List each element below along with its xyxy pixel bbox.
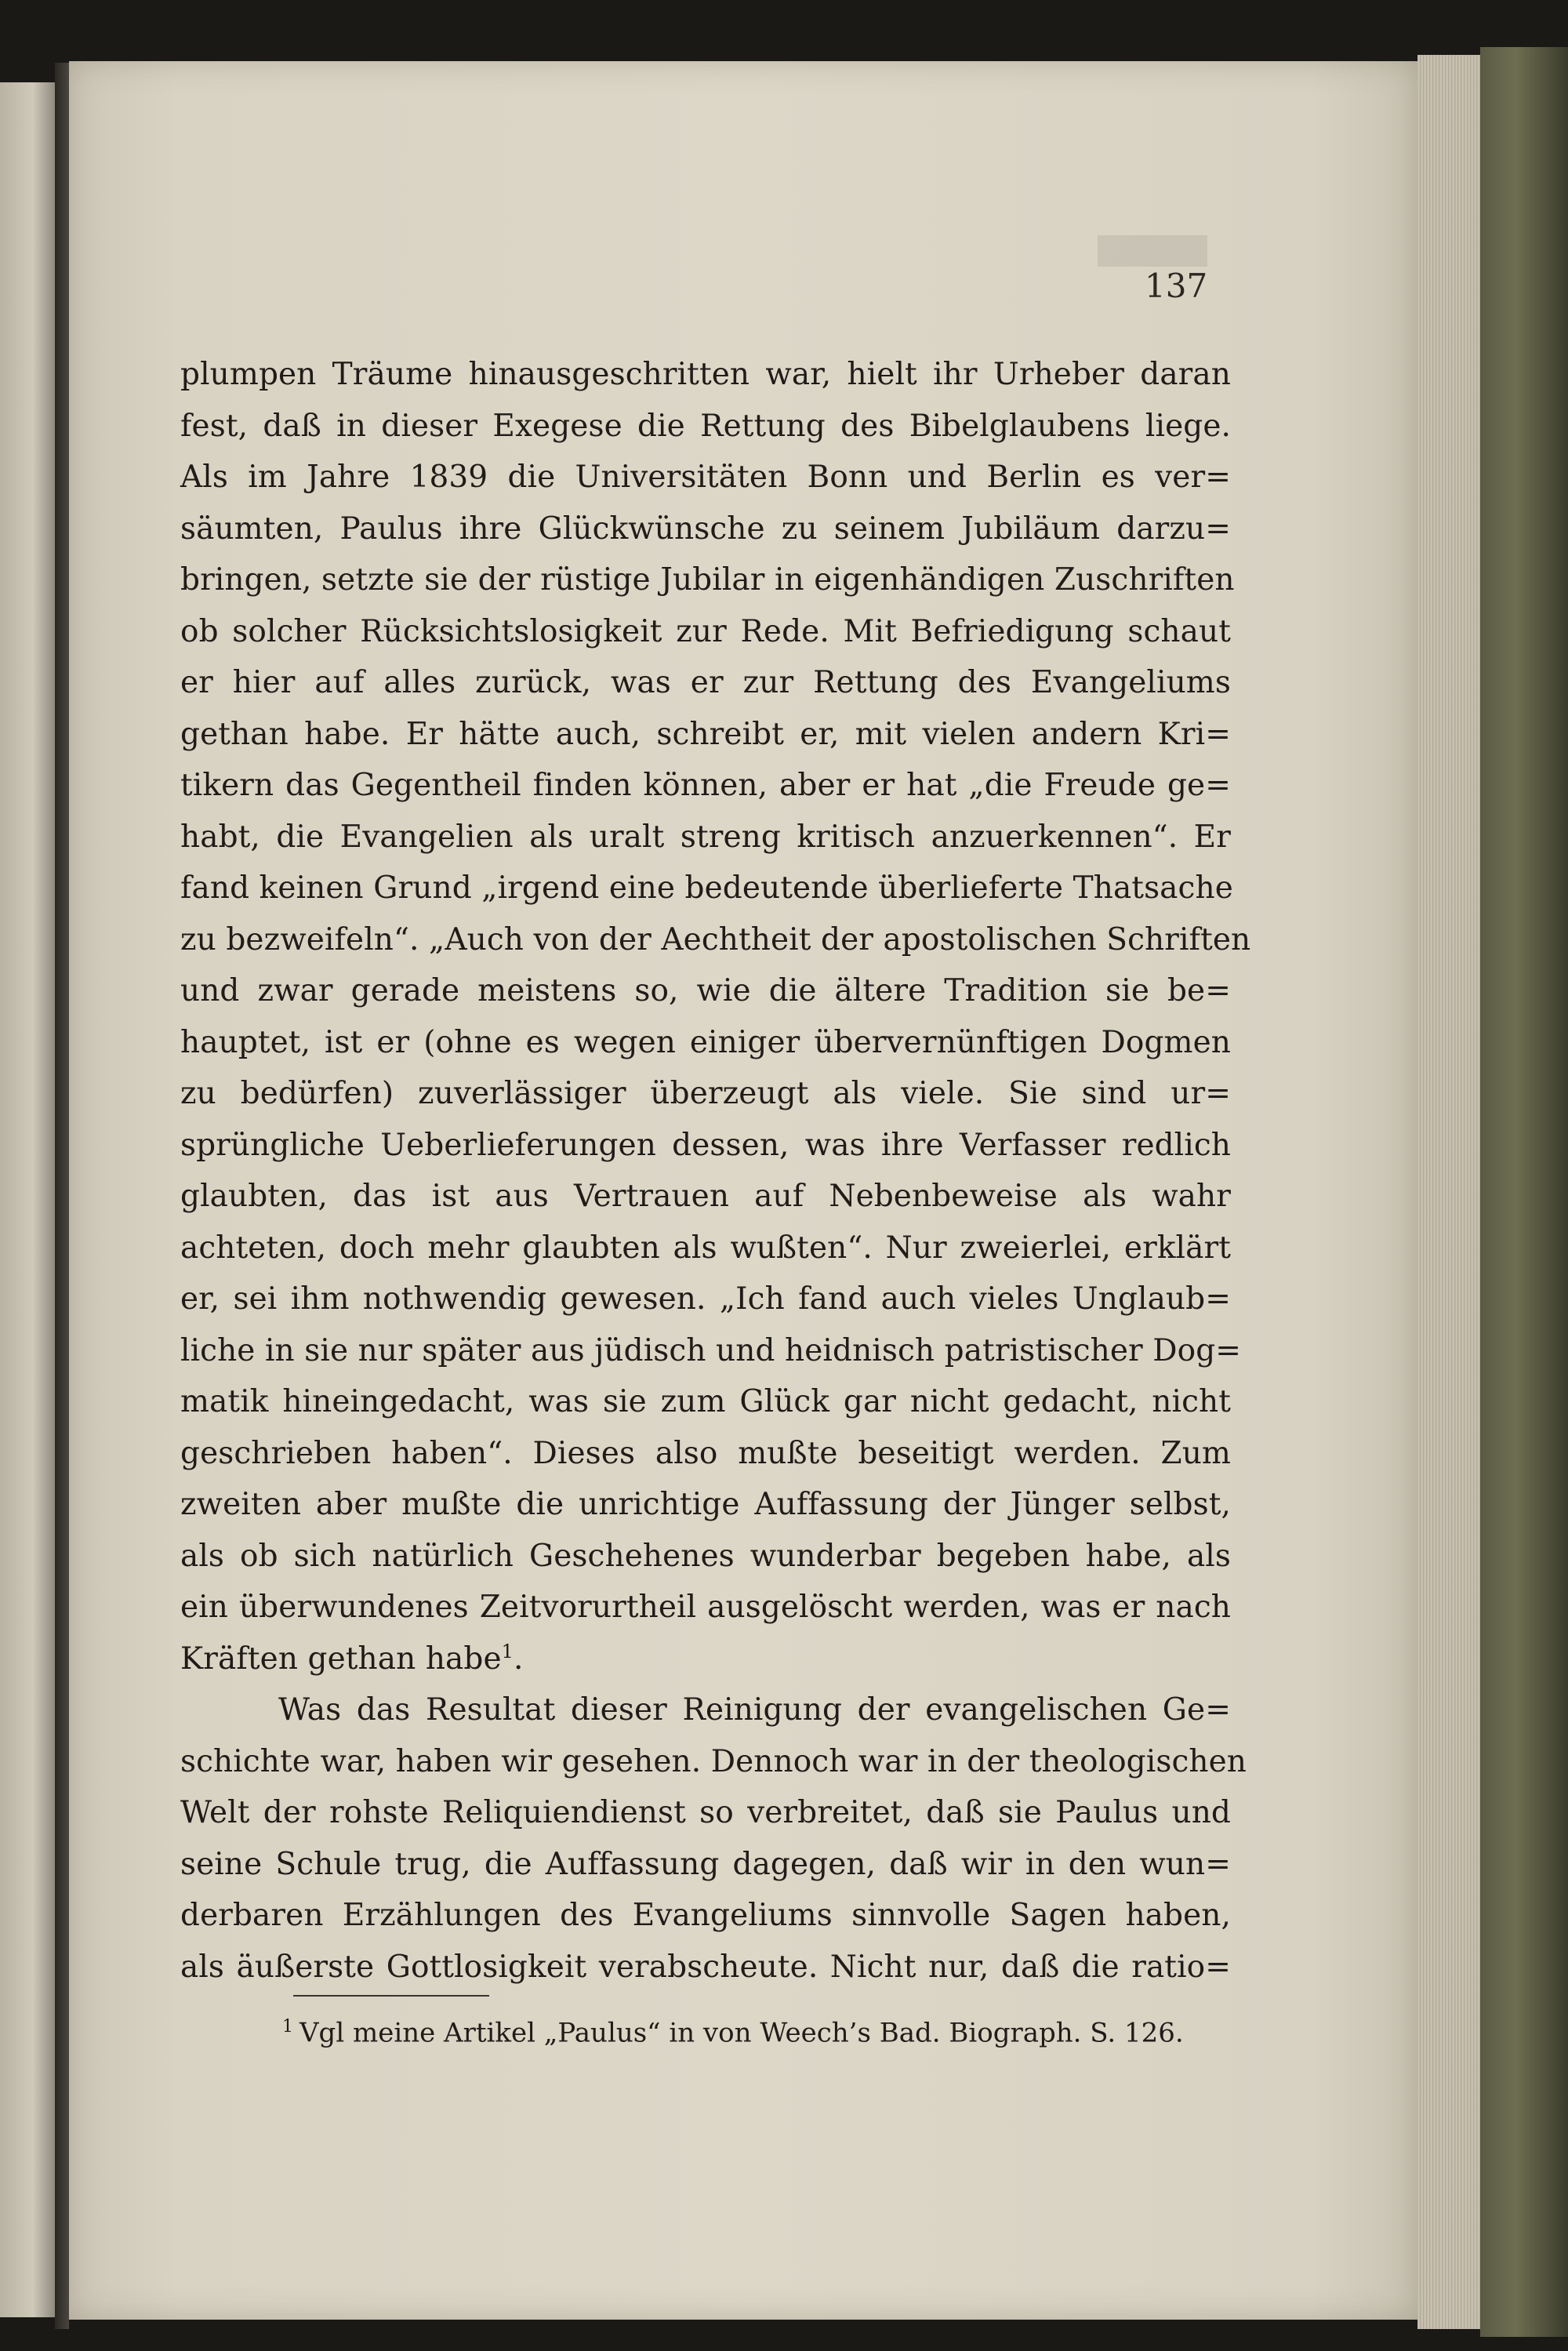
paragraph-line: seine Schule trug, die Auffassung dagegen, daß wir in den wun= [180,1846,1231,1882]
text-line: sprüngliche Ueberlieferungen dessen, was ihre Verfasser redlich [180,1127,1231,1163]
text-line: Als im Jahre 1839 die Universitäten Bonn und Berlin es ver= [180,460,1231,495]
paragraph-line: als äußerste Gottlosigkeit verabscheute. Nicht nur, daß die ratio= [180,1949,1231,1985]
text-line: er, sei ihm nothwendig gewesen. „Ich fand auch vieles Unglaub= [180,1281,1231,1317]
page-number: 137 [1145,267,1208,305]
text-line: bringen, setzte sie der rüstige Jubilar in eigenhändigen Zuschriften [180,562,1235,598]
paragraph-line: derbaren Erzählungen des Evangeliums sinnvolle Sagen haben, [180,1898,1231,1933]
body-text [180,349,1251,1993]
text-line: säumten, Paulus ihre Glückwünsche zu seinem Jubiläum darzu= [180,511,1231,547]
text-line: zweiten aber mußte die unrichtige Auffassung der Jünger selbst, [180,1487,1231,1522]
text-line-content: Kräften gethan habe [180,1641,502,1677]
text-line: ein überwundenes Zeitvorurtheil ausgelöscht werden, was er nach [180,1590,1231,1625]
book-cover [1480,47,1568,2337]
text-line: geschrieben haben“. Dieses also mußte beseitigt werden. Zum [180,1435,1231,1471]
text-line: ob solcher Rücksichtslosigkeit zur Rede. Mit Befriedigung schaut [180,613,1231,649]
text-line: zu bezweifeln“. „Auch von der Aechtheit der apostolischen Schriften [180,921,1251,957]
text-line: achteten, doch mehr glaubten als wußten“. Nur zweierlei, erklärt [180,1230,1231,1266]
footnote [282,2017,1235,2048]
footnote-rule [293,1995,489,1997]
book-gutter [55,63,69,2329]
text-line: glaubten, das ist aus Vertrauen auf Nebenbeweise als wahr [180,1179,1231,1214]
text-line: zu bedürfen) zuverlässiger überzeugt als viele. Sie sind ur= [180,1076,1231,1111]
footnote-text: Vgl meine Artikel „Paulus“ in von Weech’s Bad. Biograph. S. 126. [299,2017,1184,2049]
text-line: matik hineingedacht, was sie zum Glück gar nicht gedacht, nicht [180,1384,1231,1419]
text-line: tikern das Gegentheil finden können, aber er hat „die Freude ge= [180,768,1231,803]
footnote-number: 1 [282,2017,293,2037]
text-line: plumpen Träume hinausgeschritten war, hielt ihr Urheber daran [180,357,1231,392]
text-line: fest, daß in dieser Exegese die Rettung des Bibelglaubens liege. [180,408,1231,444]
bleed-through-texture [1098,235,1207,267]
footnote-reference: 1 [501,1640,514,1662]
text-line: liche in sie nur später aus jüdisch und heidnisch patristischer Dog= [180,1332,1242,1368]
text-line: hauptet, ist er (ohne es wegen einiger übervernünftigen Dogmen [180,1024,1231,1060]
left-page-edge [0,82,55,2317]
paragraph-line: Welt der rohste Reliquiendienst so verbreitet, daß sie Paulus und [180,1795,1231,1830]
paragraph-line: Was das Resultat dieser Reinigung der evangelischen Ge= [278,1692,1231,1728]
text-line: als ob sich natürlich Geschehenes wunderbar begeben habe, als [180,1538,1231,1574]
paragraph-line: schichte war, haben wir gesehen. Dennoch war in der theologischen [180,1743,1247,1779]
text-line: er hier auf alles zurück, was er zur Rettung des Evangeliums [180,665,1231,700]
page-edges [1417,55,1480,2329]
text-line: fand keinen Grund „irgend eine bedeutende überlieferte Thatsache [180,870,1233,906]
text-line: und zwar gerade meistens so, wie die ältere Tradition sie be= [180,973,1231,1008]
text-line: gethan habe. Er hätte auch, schreibt er, mit vielen andern Kri= [180,716,1231,752]
text-line-last: Kräften gethan habe$^1$. [180,1640,524,1677]
text-line: habt, die Evangelien als uralt streng kritisch anzuerkennen“. Er [180,819,1231,855]
